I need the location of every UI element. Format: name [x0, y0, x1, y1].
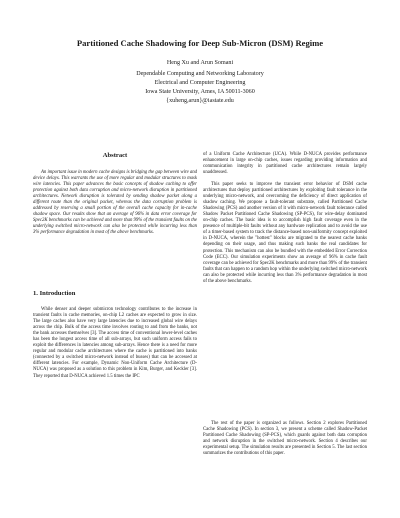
intro-continuation-paragraph: of a Uniform Cache Architecture (UCA). While D-NUCA provides performance enhancement in large on-chip caches, issues regarding providing information and communication integrity in partitioned cache architectures remain largely unaddressed. — [203, 152, 367, 176]
right-column-paragraph-3 — [203, 421, 367, 457]
abstract-heading: Abstract — [102, 152, 128, 159]
affiliation-lab: Dependable Computing and Networking Laboratory — [136, 71, 264, 77]
author-email: {xuheng,arun}@iastate.edu — [166, 98, 234, 104]
contribution-paragraph: This paper seeks to improve the transient error behavior of DSM cache architectures that deploy partitioned architectures by exploiting fault tolerance in the underlying micro-network, and overcoming the deficiency of direct application of shadow caching. We propose a fault-tolerant substrate, called Partitioned Cache Shadowing (PCS) and another version of it with micro-network fault tolerance called Shadow Packet Partitioned Cache Shadowing (SP-PCS), for wire-delay dominated on-chip caches. The basic idea is to accomplish high fault coverage even in the presence of multiple-bit faults without any hardware replication and to avoid the use of a timer-based system to track the distance-based non-uniformity concept exploited in D-NUCA, wherein the "hottest" blocks are migrated to the nearest cache banks depending on their usage, and thus making such banks the real candidates for protection. This mechanism can also be bundled with the embedded Error Correction Code (ECC). Our simulation experiments show an average of 96% in cache fault coverage can be achieved for Spec2K benchmarks and more than 99% of the transient faults that can happen to a random hop within the underlying switched micro-network can also be protected while incurring less than 3% performance degradation in most of the above benchmarks. — [203, 182, 367, 284]
introduction-body — [33, 307, 197, 380]
paper-title: Partitioned Cache Shadowing for Deep Sub-Micron (DSM) Regime — [76, 38, 324, 48]
paper-authors: Heng Xu and Arun Somani — [166, 60, 234, 66]
organization-paragraph: The rest of the paper is organized as follows. Section 2 explores Partitioned Cache Shadowing (PCS). In section 3, we present a scheme called Shadow-Packet Partitioned Cache Shadowing (SP-PCS), which guards against both data corruption and network disruption in the switched micro-network. Section 4 describes our experimental setup. The simulation results are presented in Section 5. The last section summarizes the contributions of this paper. — [203, 421, 367, 457]
affiliation-department: Electrical and Computer Engineering — [154, 80, 246, 86]
right-column-paragraph-1 — [203, 152, 367, 176]
introduction-paragraph: While denser and deeper submicron technology contributes to the increase in transient faults in cache memories, on-chip L2 caches are expected to grow in size. The large caches also have very large latencies due to increased global wire delays across the chip. Bulk of the access time involves routing to and from the banks, not the bank accesses themselves [3]. The access time of conventional lower-level caches has been the longest access time of all sub-arrays, but such uniform access fails to exploit the differences in latencies among sub-arrays. Hence there is a need for more regular and modular cache architectures where the cache is partitioned into banks (connected by a switched micro-network instead of busses) that can be accessed at different latencies. For example, Dynamic Non-Uniform Cache Architecture (D-NUCA) was proposed as a solution to this problem in Kim, Burger, and Keckler [3]. They reported that D-NUCA achieved 1.5 times the IPC — [33, 307, 197, 379]
right-column-paragraph-2 — [203, 182, 367, 285]
introduction-heading: 1. Introduction — [33, 290, 76, 297]
affiliation-university: Iowa State University, Ames, IA 50011-3060 — [145, 89, 255, 95]
abstract-paragraph: An important issue in modern cache designs is bridging the gap between wire and device delays. This warrants the use of more regular and modular structures to mask wire latencies. This paper advances the basic concepts of shadow caching to offer protection against both data corruption and micro-network disruption in partitioned architectures. Network disruption is tolerated by sending shadow packet along a different route than the original packet, whereas the data corruption problem is addressed by reserving a small portion of the overall cache capacity for in-cache shadow space. Our results show that an average of 96% in data error coverage for Spec2K benchmarks can be achieved and more than 99% of the transient faults on the underlying switched micro-network can also be protected while incurring less than 3% performance degradation in most of the above benchmarks. — [33, 170, 197, 236]
abstract-body — [33, 170, 197, 237]
